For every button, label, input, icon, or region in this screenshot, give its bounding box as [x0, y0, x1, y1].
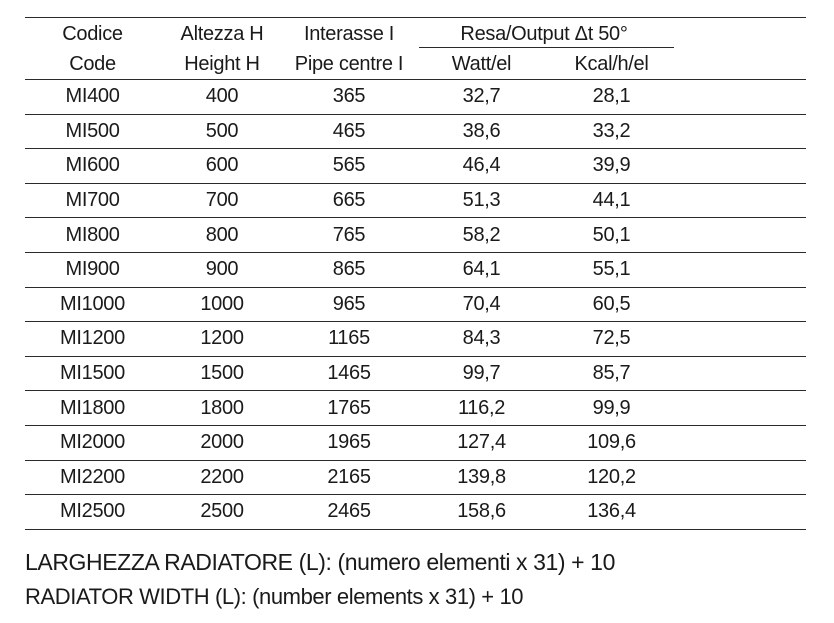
cell-empty — [674, 149, 806, 184]
cell-pipe-centre: 765 — [284, 218, 414, 253]
cell-code: MI700 — [25, 183, 160, 218]
cell-pipe-centre: 1165 — [284, 322, 414, 357]
radiator-spec-table-container — [25, 17, 806, 530]
cell-height: 2500 — [200, 500, 244, 523]
cell-code: MI1000 — [25, 287, 160, 322]
cell-kcal: 44,1 — [549, 183, 674, 218]
header-row-italian — [25, 18, 806, 49]
header-kcal: Kcal/h/el — [549, 48, 674, 80]
header-empty — [674, 18, 806, 49]
cell-code: MI600 — [25, 149, 160, 184]
table-row — [25, 114, 806, 149]
cell-pipe-centre: 465 — [284, 114, 414, 149]
table-row — [25, 183, 806, 218]
cell-pipe-centre: 1465 — [284, 356, 414, 391]
table-row — [25, 218, 806, 253]
cell-height: 800 — [160, 218, 284, 253]
cell-watt: 158,6 — [457, 500, 506, 523]
cell-kcal: 99,9 — [549, 391, 674, 426]
cell-empty — [674, 252, 806, 287]
table-body — [25, 80, 806, 530]
cell-watt: 32,7 — [414, 80, 549, 115]
cell-kcal: 50,1 — [549, 218, 674, 253]
cell-watt: 46,4 — [414, 149, 549, 184]
cell-height: 2000 — [160, 425, 284, 460]
table-row — [25, 495, 806, 530]
header-code-it: Codice — [62, 23, 123, 45]
cell-empty — [674, 356, 806, 391]
cell-height: 600 — [160, 149, 284, 184]
header-code-en: Code — [25, 48, 160, 80]
cell-empty — [674, 495, 806, 530]
cell-code: MI2000 — [25, 425, 160, 460]
header-watt: Watt/el — [414, 48, 549, 80]
header-row-english — [25, 48, 806, 80]
cell-pipe-centre: 1765 — [284, 391, 414, 426]
cell-empty — [674, 425, 806, 460]
header-pipe-centre-it: Interasse I — [303, 23, 395, 45]
cell-height: 1200 — [160, 322, 284, 357]
header-output-group — [414, 18, 674, 49]
table-row — [25, 460, 806, 495]
cell-code: MI2200 — [25, 460, 160, 495]
header-empty-2 — [674, 48, 806, 80]
table-row — [25, 252, 806, 287]
cell-kcal: 55,1 — [549, 252, 674, 287]
table-row — [25, 287, 806, 322]
cell-empty — [674, 183, 806, 218]
cell-code: MI1500 — [25, 356, 160, 391]
cell-watt: 64,1 — [414, 252, 549, 287]
table-row — [25, 425, 806, 460]
cell-pipe-centre: 565 — [284, 149, 414, 184]
cell-empty — [674, 218, 806, 253]
cell-code: MI1800 — [25, 391, 160, 426]
cell-pipe-centre: 665 — [284, 183, 414, 218]
table-header — [25, 18, 806, 80]
cell-pipe-centre: 365 — [284, 80, 414, 115]
width-formula-english: RADIATOR WIDTH (L): (number elements x 31) + 10 — [25, 584, 524, 609]
cell-watt: 51,3 — [414, 183, 549, 218]
header-height-en: Height H — [160, 48, 284, 80]
cell-empty — [674, 114, 806, 149]
cell-height: 500 — [160, 114, 284, 149]
cell-empty — [674, 391, 806, 426]
cell-kcal: 39,9 — [549, 149, 674, 184]
table-row — [25, 80, 806, 115]
cell-height: 1500 — [160, 356, 284, 391]
cell-code: MI500 — [25, 114, 160, 149]
cell-kcal: 28,1 — [549, 80, 674, 115]
cell-pipe-centre: 2465 — [327, 500, 371, 523]
cell-kcal: 60,5 — [549, 287, 674, 322]
cell-watt: 116,2 — [414, 391, 549, 426]
cell-empty — [674, 460, 806, 495]
cell-pipe-centre: 965 — [284, 287, 414, 322]
header-pipe-centre-en: Pipe centre I — [284, 48, 414, 80]
cell-watt: 139,8 — [414, 460, 549, 495]
cell-watt: 70,4 — [414, 287, 549, 322]
header-height-it: Altezza H — [180, 23, 264, 45]
table-row — [25, 149, 806, 184]
cell-kcal: 72,5 — [549, 322, 674, 357]
cell-watt: 127,4 — [414, 425, 549, 460]
header-output-group-rule — [419, 47, 674, 48]
table-row — [25, 356, 806, 391]
table-row — [25, 391, 806, 426]
table-row — [25, 322, 806, 357]
radiator-spec-table — [25, 17, 806, 530]
cell-code: MI400 — [25, 80, 160, 115]
cell-kcal: 85,7 — [549, 356, 674, 391]
cell-watt: 38,6 — [414, 114, 549, 149]
cell-code: MI900 — [25, 252, 160, 287]
cell-pipe-centre: 865 — [284, 252, 414, 287]
cell-height: 2200 — [160, 460, 284, 495]
cell-code: MI2500 — [60, 500, 125, 523]
cell-pipe-centre: 1965 — [284, 425, 414, 460]
cell-pipe-centre: 2165 — [284, 460, 414, 495]
cell-height: 1800 — [160, 391, 284, 426]
cell-kcal: 109,6 — [549, 425, 674, 460]
cell-height: 700 — [160, 183, 284, 218]
cell-empty — [674, 80, 806, 115]
width-formula-italian: LARGHEZZA RADIATORE (L): (numero elementi x 31) + 10 — [25, 549, 615, 575]
cell-code: MI800 — [25, 218, 160, 253]
cell-watt: 58,2 — [414, 218, 549, 253]
cell-kcal: 120,2 — [549, 460, 674, 495]
header-output-group-label: Resa/Output Δt 50° — [460, 23, 628, 45]
cell-height: 900 — [160, 252, 284, 287]
cell-kcal: 33,2 — [549, 114, 674, 149]
cell-kcal: 136,4 — [587, 500, 636, 523]
cell-empty — [674, 287, 806, 322]
cell-empty — [674, 322, 806, 357]
notes — [25, 545, 815, 614]
cell-watt: 84,3 — [414, 322, 549, 357]
cell-watt: 99,7 — [414, 356, 549, 391]
cell-height: 1000 — [160, 287, 284, 322]
cell-height: 400 — [160, 80, 284, 115]
cell-code: MI1200 — [25, 322, 160, 357]
